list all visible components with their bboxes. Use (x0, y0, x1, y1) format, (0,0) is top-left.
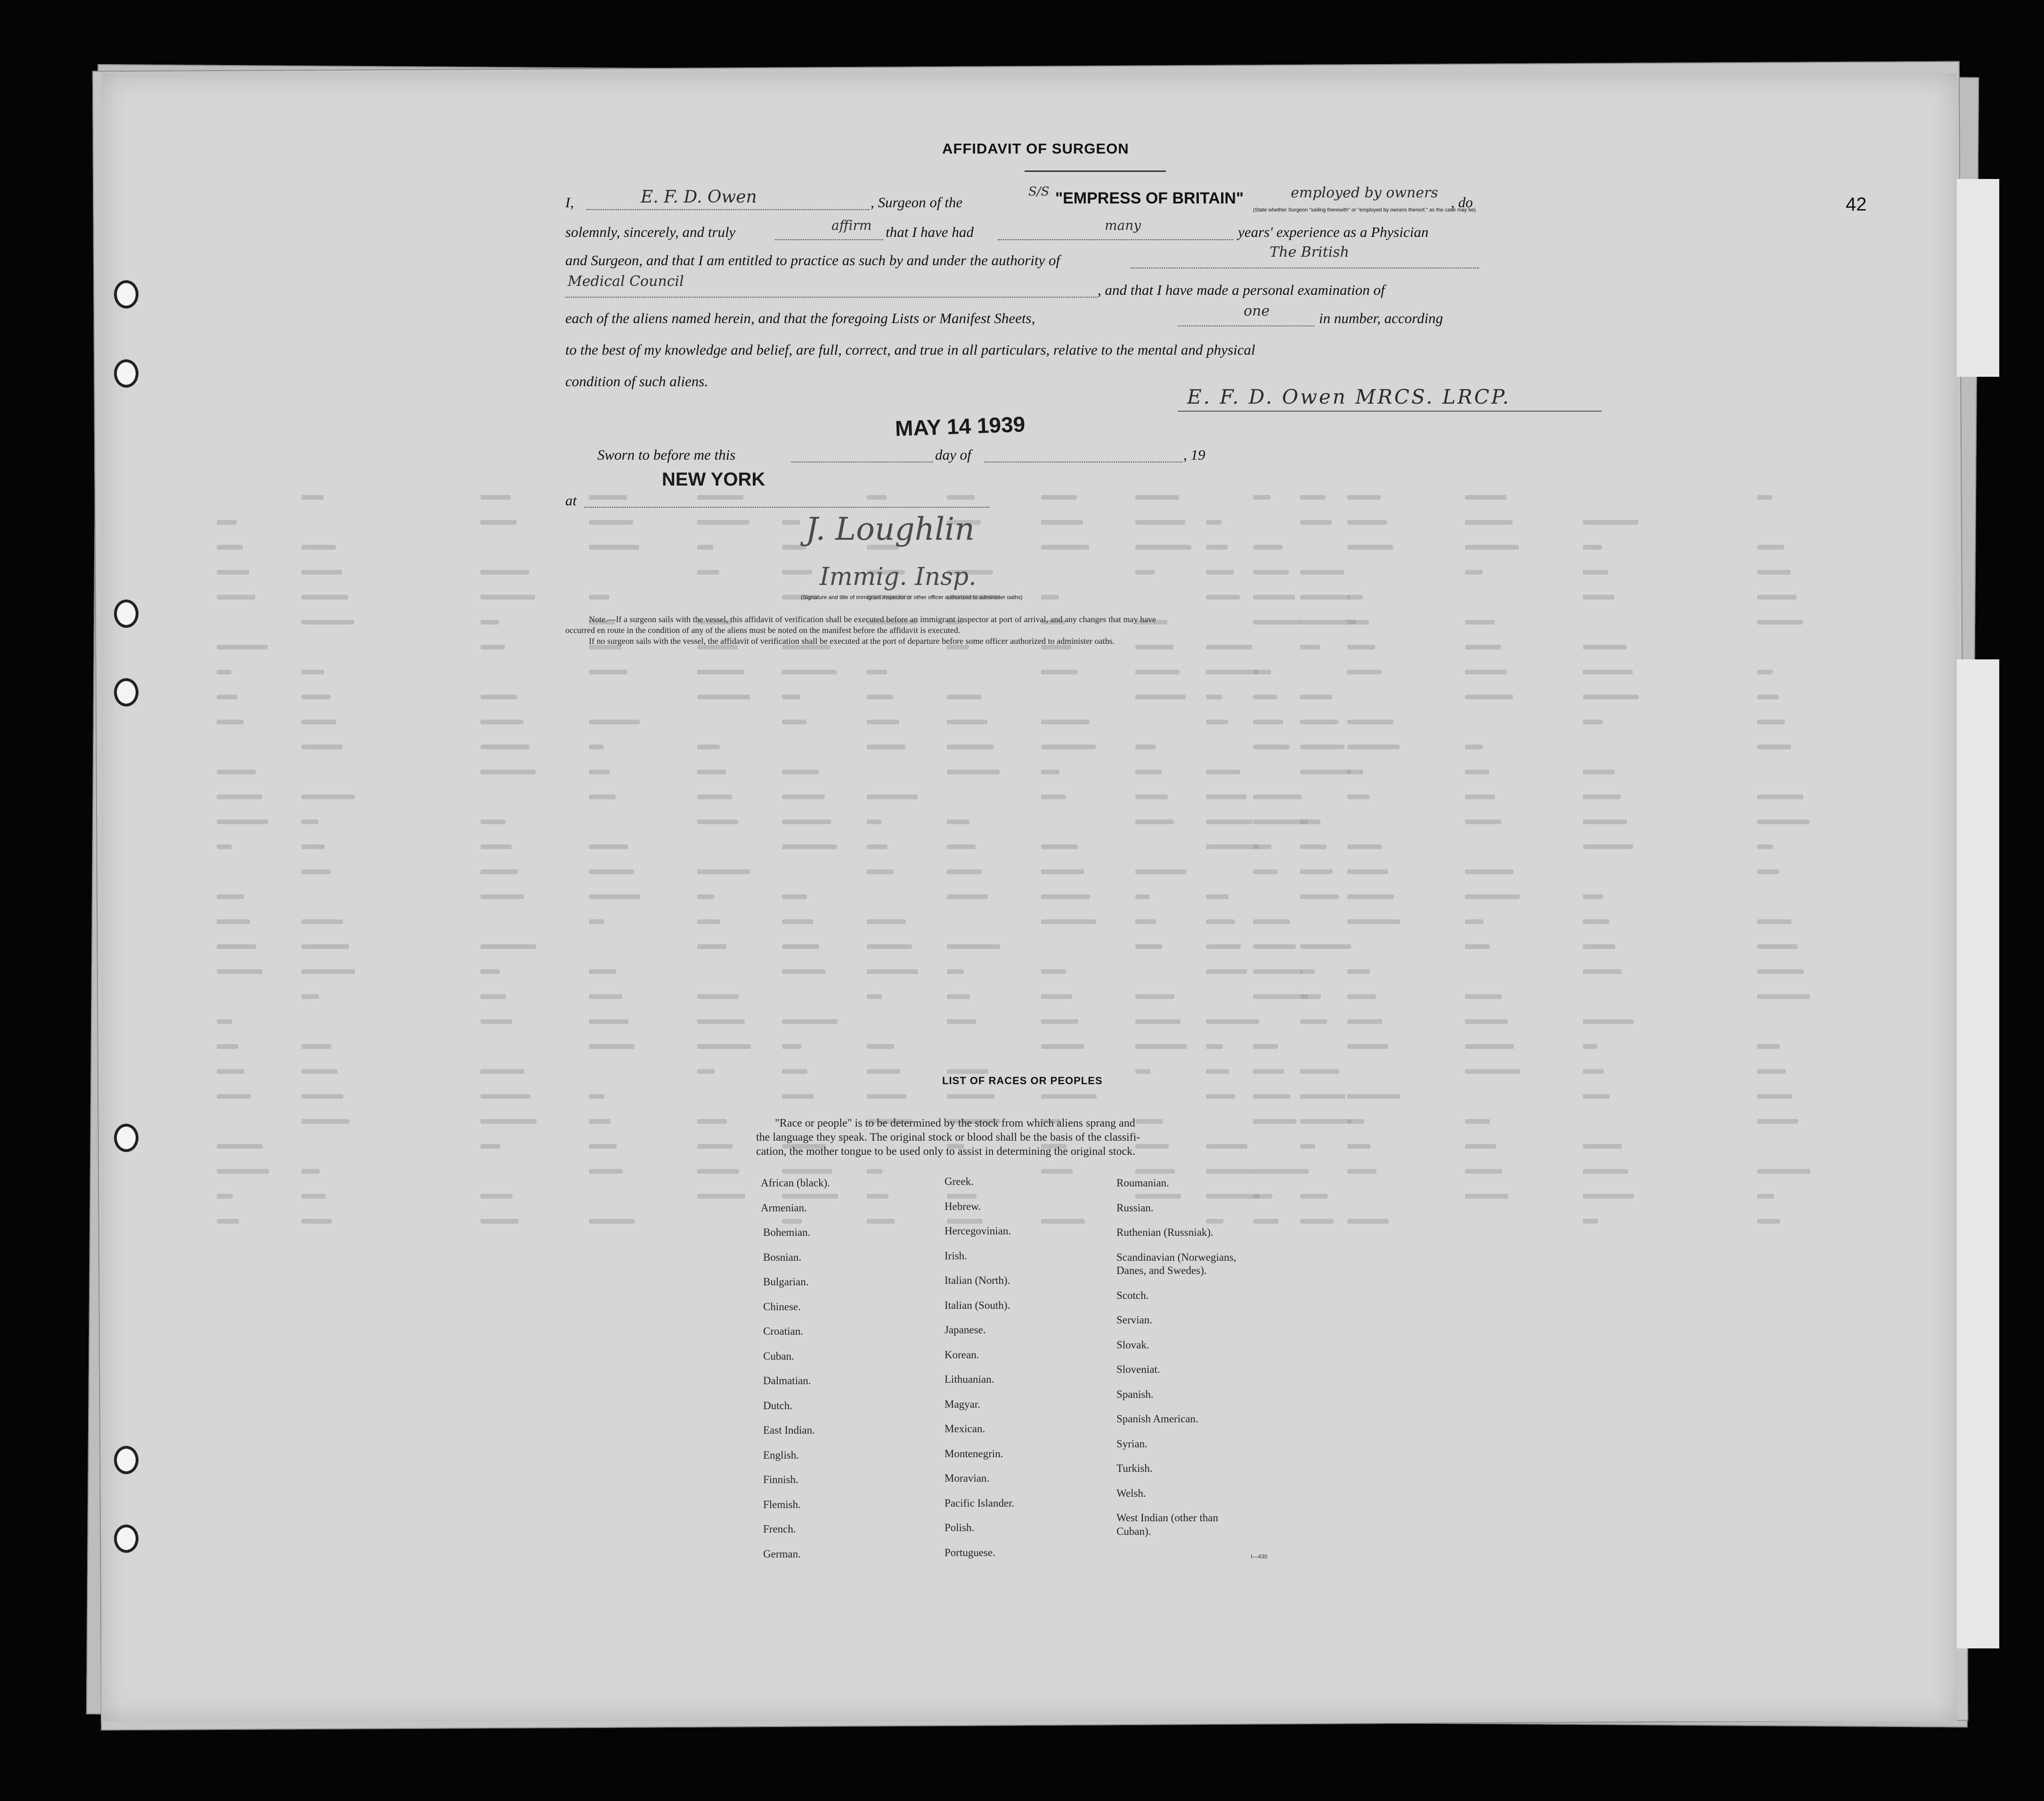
punch-hole (114, 280, 138, 308)
sworn-place-line (584, 507, 989, 508)
race-item: Ruthenian (Russniak). (1116, 1226, 1213, 1238)
race-item: Scandinavian (Norwegians, (1116, 1251, 1237, 1263)
race-item: Hercegovinian. (945, 1225, 1011, 1237)
employment-note: (State whether Surgeon "sailing therewith" or "employed by owners thereof," as the case may be) (1253, 207, 1476, 213)
word-19: , 19 (1183, 446, 1205, 463)
punch-hole (114, 1525, 138, 1553)
employment: employed by owners (1291, 185, 1438, 201)
oath-type: affirm (831, 218, 872, 233)
word-in-number: in number, according (1319, 310, 1443, 326)
race-item: French. (763, 1523, 796, 1535)
races-intro-3: cation, the mother tongue to be used only to assist in determining the original stock. (756, 1145, 1136, 1158)
word-sworn: Sworn to before me this (597, 446, 736, 463)
word-and-surgeon: and Surgeon, and that I am entitled to practice as such by and under the authority of (565, 252, 1060, 268)
race-item: Spanish American. (1116, 1413, 1198, 1425)
race-item: Polish. (945, 1522, 975, 1533)
sheet-count: one (1244, 303, 1270, 319)
word-condition: condition of such aliens. (565, 373, 708, 389)
ship-name: "EMPRESS OF BRITAIN" (1055, 189, 1244, 207)
race-item: Slovak. (1116, 1339, 1149, 1351)
word-surgeon-of: , Surgeon of the (871, 194, 963, 211)
race-item: Montenegrin. (945, 1447, 1003, 1460)
page-number: 42 (1846, 194, 1867, 215)
word-that-had: that I have had (886, 224, 974, 240)
race-item: Hebrew. (945, 1200, 981, 1212)
race-item: Chinese. (763, 1300, 801, 1313)
title-rule (1025, 170, 1166, 172)
race-item: Magyar. (945, 1398, 981, 1410)
race-item: Portuguese. (945, 1546, 995, 1558)
word-i: I, (565, 194, 574, 211)
race-item: Greek. (945, 1176, 974, 1187)
race-item: West Indian (other than (1116, 1512, 1218, 1524)
word-at: at (565, 492, 577, 509)
race-item: Russian. (1116, 1201, 1154, 1214)
races-intro-1: "Race or people" is to be determined by the stock from which aliens sprang and (775, 1117, 1135, 1129)
years-count: many (1105, 218, 1141, 233)
authority-line2: Medical Council (568, 273, 684, 290)
note-line-2: occurred en route in the condition of any of the aliens must be noted on the manifest before the affidavit is executed. (565, 625, 961, 635)
race-item: Italian (South). (945, 1299, 1010, 1311)
word-do: , do (1451, 194, 1473, 211)
race-item: Pacific Islander. (945, 1497, 1015, 1509)
word-solemnly: solemnly, sincerely, and truly (565, 224, 736, 240)
authority-line-2 (565, 297, 1098, 298)
affidavit-title: AFFIDAVIT OF SURGEON (942, 140, 1129, 157)
word-years-exp: years' experience as a Physician (1238, 224, 1429, 240)
race-item: Croatian. (763, 1325, 803, 1337)
sheet-count-line (1178, 325, 1314, 326)
note-line-1: Note.—If a surgeon sails with the vessel, this affidavit of verification shall be executed before an immigrant inspector at port of arrival, and any changes that may have (589, 615, 1156, 624)
authority-line1: The British (1270, 244, 1349, 260)
race-item: English. (763, 1449, 799, 1461)
race-item: Bohemian. (763, 1226, 811, 1238)
races-title: LIST OF RACES OR PEOPLES (942, 1075, 1103, 1087)
years-line (998, 239, 1233, 240)
race-item: Roumanian. (1116, 1177, 1169, 1189)
surgeon-signature: E. F. D. Owen MRCS. LRCP. (1187, 385, 1511, 408)
officer-signature: J. Loughlin (806, 511, 975, 547)
race-item: Dutch. (763, 1399, 792, 1412)
race-item: Flemish. (763, 1498, 801, 1510)
race-item: German. (763, 1548, 801, 1560)
word-and-that: , and that I have made a personal examination of (1098, 282, 1385, 298)
punch-hole (114, 1124, 138, 1152)
race-item: East Indian. (763, 1424, 815, 1436)
races-intro-2: the language they speak. The original stock or blood shall be the basis of the classifi- (756, 1131, 1140, 1144)
punch-hole (114, 678, 138, 706)
race-item: Irish. (945, 1249, 967, 1262)
race-item: Danes, and Swedes). (1116, 1265, 1207, 1276)
date-stamp: MAY 14 1939 (895, 412, 1026, 441)
race-item: Mexican. (945, 1423, 985, 1435)
race-item: Dalmatian. (763, 1375, 811, 1387)
race-item: Bulgarian. (763, 1276, 809, 1288)
name-line (586, 209, 869, 210)
race-item: Spanish. (1116, 1388, 1154, 1400)
race-item: Cuban). (1116, 1525, 1151, 1537)
surgeon-name: E. F. D. Owen (641, 187, 757, 207)
ship-prefix: S/S (1028, 185, 1050, 199)
race-item: Finnish. (763, 1474, 798, 1485)
race-item: Cuban. (763, 1350, 794, 1362)
race-item: Bosnian. (763, 1251, 802, 1263)
race-item: Servian. (1116, 1314, 1153, 1326)
race-item: African (black). (761, 1177, 830, 1189)
race-item: Sloveniat. (1116, 1363, 1160, 1375)
race-item: Scotch. (1116, 1289, 1149, 1301)
word-each-of: each of the aliens named herein, and that the foregoing Lists or Manifest Sheets, (565, 310, 1035, 326)
race-item: Syrian. (1116, 1437, 1148, 1450)
note-line-3: If no surgeon sails with the vessel, the affidavit of verification shall be executed at the port of departure before some officer authorized to administer oaths. (589, 636, 1115, 646)
race-item: Lithuanian. (945, 1373, 994, 1385)
form-number: I—430 (1251, 1553, 1268, 1560)
punch-hole (114, 1446, 138, 1474)
word-to-the-best: to the best of my knowledge and belief, are full, correct, and true in all particulars, relative to the mental and physical (565, 341, 1255, 358)
race-item: Korean. (945, 1348, 979, 1361)
race-item: Italian (North). (945, 1274, 1010, 1286)
page-stripe (1957, 179, 1999, 377)
officer-title: Immig. Insp. (820, 563, 977, 591)
race-item: Welsh. (1116, 1487, 1146, 1499)
signature-caption: (Signature and title of immigrant inspector or other officer authorized to administer oaths) (801, 594, 1023, 600)
race-item: Japanese. (945, 1324, 986, 1336)
race-item: Armenian. (761, 1201, 807, 1214)
punch-hole (114, 600, 138, 628)
punch-hole (114, 359, 138, 388)
page-stripe (1957, 659, 1999, 1648)
oath-line (775, 239, 883, 240)
word-day-of: day of (935, 446, 971, 463)
place-stamp: NEW YORK (662, 469, 765, 490)
race-item: Turkish. (1116, 1462, 1153, 1474)
signature-line (1178, 411, 1602, 412)
race-item: Moravian. (945, 1472, 990, 1484)
